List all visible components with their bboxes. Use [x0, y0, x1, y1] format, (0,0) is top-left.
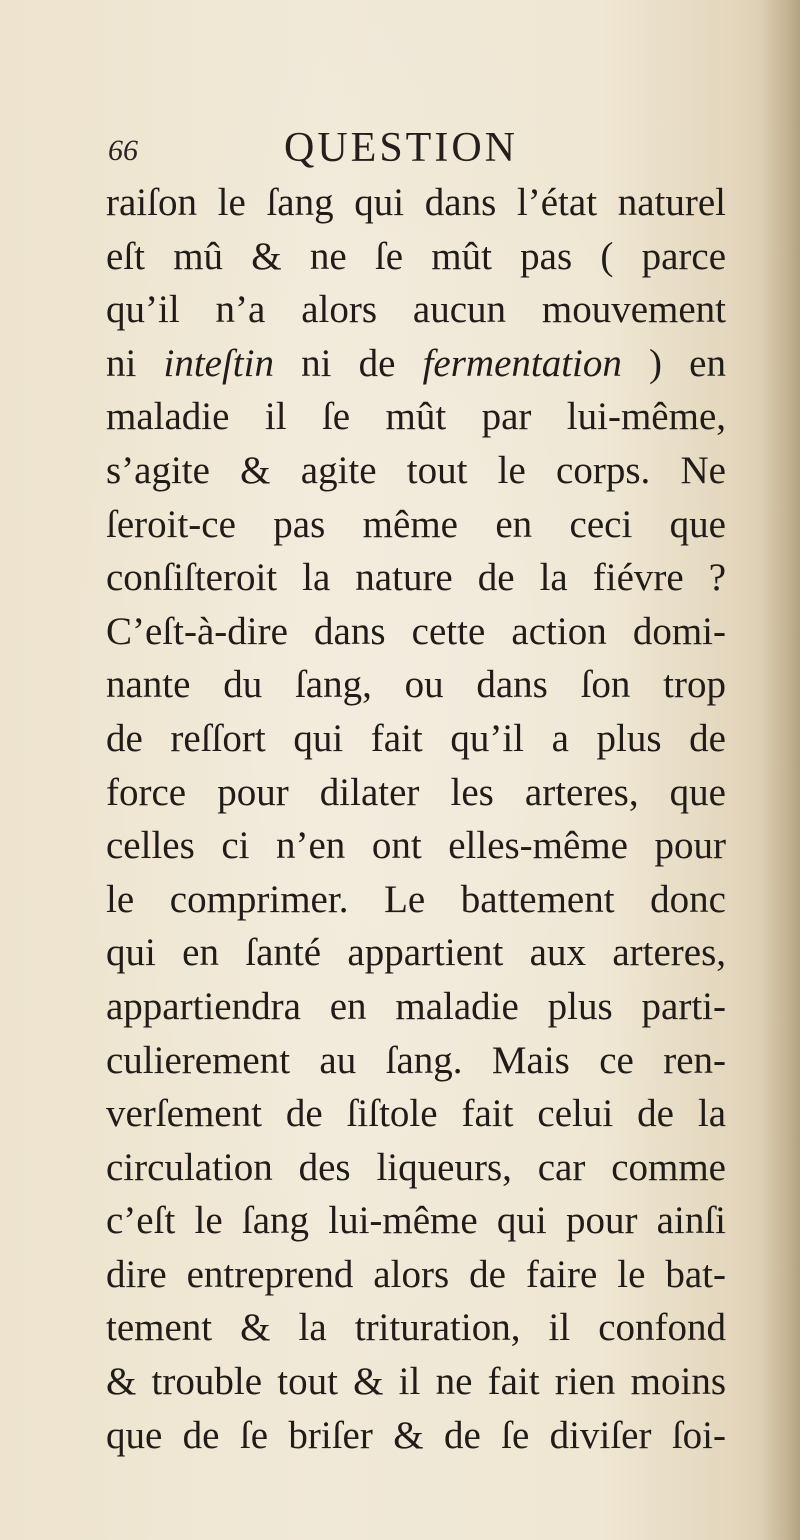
text-line: conſiſteroit la nature de la fiévre ? — [106, 556, 726, 600]
text-line: culierement au ſang. Mais ce ren- — [106, 1038, 726, 1082]
text-line: c’eſt le ſang lui-même qui pour ainſi — [106, 1199, 726, 1243]
text-line: tement & la trituration, il confond — [106, 1306, 726, 1350]
italic-term: fermentation — [422, 341, 622, 385]
body-text — [106, 176, 726, 1462]
text-line: ni inteſtin ni de fermentation ) en — [106, 341, 726, 385]
text-line: le comprimer. Le battement donc — [106, 877, 726, 921]
running-header — [108, 124, 728, 174]
text-line: que de ſe briſer & de ſe diviſer ſoi- — [106, 1413, 726, 1457]
italic-term: inteſtin — [163, 341, 274, 385]
page-number: 66 — [108, 134, 138, 167]
text-line: force pour dilater les arteres, que — [106, 770, 726, 814]
text-line: s’agite & agite tout le corps. Ne — [106, 448, 726, 492]
text-line: eſt mû & ne ſe mût pas ( parce — [106, 234, 726, 278]
text-line: C’eſt-à-dire dans cette action domi- — [106, 609, 726, 653]
text-line: ſeroit-ce pas même en ceci que — [106, 502, 726, 546]
text-line: dire entreprend alors de faire le bat- — [106, 1252, 726, 1296]
text-line: nante du ſang, ou dans ſon trop — [106, 663, 726, 707]
text-line: appartiendra en maladie plus parti- — [106, 984, 726, 1028]
page-edge-shadow — [760, 0, 800, 1540]
text-line: celles ci n’en ont elles-même pour — [106, 824, 726, 868]
text-line: & trouble tout & il ne fait rien moins — [106, 1360, 726, 1404]
text-line: circulation des liqueurs, car comme — [106, 1145, 726, 1189]
text-line: qui en ſanté appartient aux arteres, — [106, 931, 726, 975]
text-line: verſement de ſiſtole fait celui de la — [106, 1092, 726, 1136]
text-line: raiſon le ſang qui dans l’état naturel — [106, 181, 726, 224]
text-line: qu’il n’a alors aucun mouvement — [106, 288, 726, 332]
text-line: de reſſort qui fait qu’il a plus de — [106, 716, 726, 760]
running-title: QUESTION — [284, 125, 518, 171]
text-line: maladie il ſe mût par lui-même, — [106, 395, 726, 439]
